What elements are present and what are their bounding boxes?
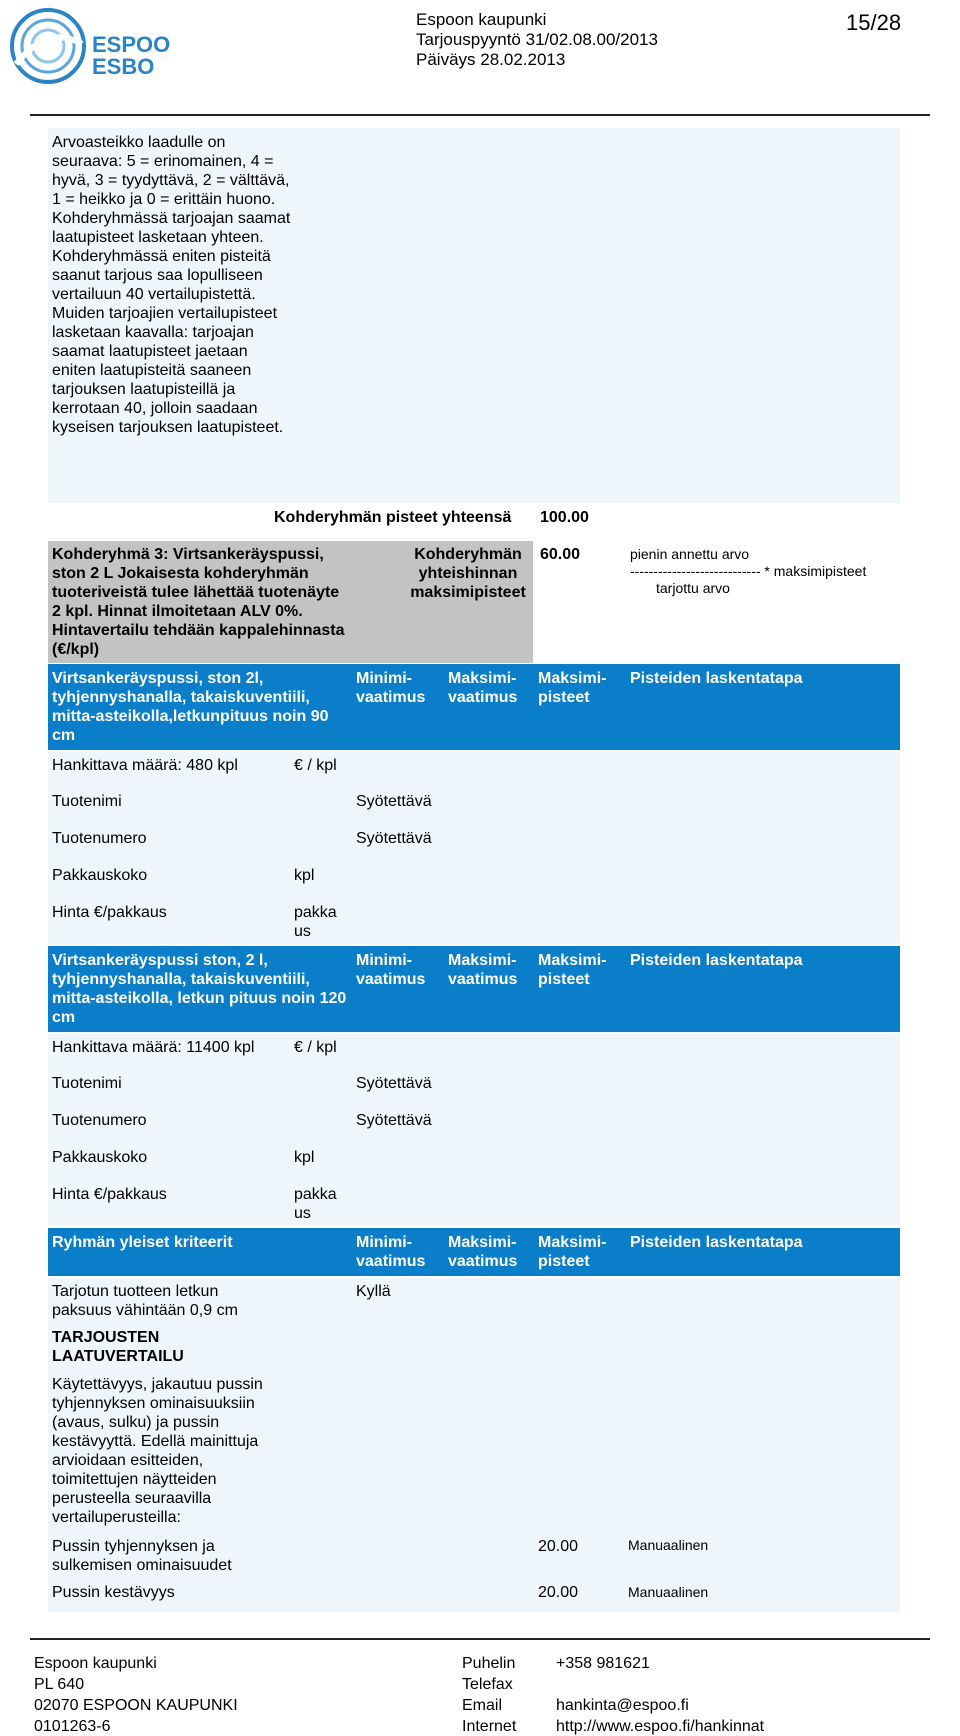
- footer-box: PL 640: [34, 1676, 85, 1693]
- product2-row-min: Syötettävä: [356, 1075, 432, 1092]
- col-calc-header: Pisteiden laskentatapa: [630, 670, 803, 687]
- product2-row-min: Syötettävä: [356, 1112, 432, 1129]
- product2-row-unit: pakka us: [294, 1186, 337, 1222]
- footer-internet-label: Internet: [462, 1718, 517, 1735]
- formula-mid: ---------------------------- * maksimipisteet: [630, 563, 867, 579]
- product1-row-label: Pakkauskoko: [52, 867, 148, 884]
- intro-text: Arvoasteikko laadulle on seuraava: 5 = erinomainen, 4 = hyvä, 3 = tyydyttävä, 2 = välttävä, 1 = heikko ja 0 = erittäin huono. Kohderyhmässä tarjoajan saamat laatupisteet lasketaan yhteen. Kohderyhmässä eniten pisteitä saanut tarjous saa lopulliseen vertailuun 40 vertailupistettä. Muiden tarjoajien vertailupisteet lasketaan kaavalla: tarjoajan saamat laatupisteet jaetaan eniten laatupisteitä saaneen tarjouksen laatupisteillä ja kerrotaan 40, jolloin saadaan kyseisen tarjouksen laatupisteet.: [52, 134, 291, 436]
- criteria-label: Pussin kestävyys: [52, 1584, 175, 1601]
- col-points-header: Maksimi-pisteet: [538, 1234, 607, 1270]
- col-min-header: Minimi-vaatimus: [356, 952, 426, 988]
- quality-title: TARJOUSTEN LAATUVERTAILU: [52, 1329, 184, 1365]
- product1-row-label: Hinta €/pakkaus: [52, 904, 167, 921]
- product2-title: Virtsankeräyspussi ston, 2 l, tyhjennyshanalla, takaiskuventiili, mitta-asteikolla, letkun pituus noin 120 cm: [52, 952, 347, 1026]
- footer-postal: 02070 ESPOON KAUPUNKI: [34, 1697, 238, 1714]
- col-calc-header: Pisteiden laskentatapa: [630, 952, 803, 969]
- footer-phone: +358 981621: [556, 1655, 650, 1672]
- col-points-header: Maksimi-pisteet: [538, 952, 607, 988]
- footer-internet-link[interactable]: http://www.espoo.fi/hankinnat: [556, 1718, 765, 1735]
- espoo-logo: [6, 4, 176, 88]
- product1-row-label: Tuotenumero: [52, 830, 147, 847]
- header-date: Päiväys 28.02.2013: [416, 50, 566, 69]
- logo-text-esbo: ESBO: [92, 54, 155, 79]
- footer-phone-label: Puhelin: [462, 1655, 516, 1672]
- product1-row-min: Syötettävä: [356, 830, 432, 847]
- group3-max-value: 60.00: [540, 546, 581, 563]
- product1-row-label: Tuotenimi: [52, 793, 122, 810]
- product1-row-unit: kpl: [294, 867, 315, 884]
- footer-email-label: Email: [462, 1697, 503, 1714]
- total-value: 100.00: [540, 509, 589, 526]
- product1-quantity: Hankittava määrä: 480 kpl: [52, 757, 238, 774]
- hose-label: Tarjotun tuotteen letkun paksuus vähintään 0,9 cm: [52, 1283, 238, 1319]
- product1-body: [48, 752, 900, 944]
- product2-row-label: Hinta €/pakkaus: [52, 1186, 167, 1203]
- formula-top: pienin annettu arvo: [630, 546, 750, 562]
- footer-org: Espoon kaupunki: [34, 1655, 157, 1672]
- header-divider: [30, 114, 930, 116]
- product1-unit: € / kpl: [294, 757, 337, 774]
- col-max-header: Maksimi-vaatimus: [448, 1234, 518, 1270]
- col-min-header: Minimi-vaatimus: [356, 1234, 426, 1270]
- page-number: 15/28: [846, 10, 902, 35]
- product2-quantity: Hankittava määrä: 11400 kpl: [52, 1039, 255, 1056]
- formula-bottom: tarjottu arvo: [656, 580, 730, 596]
- footer-id: 0101263-6: [34, 1718, 111, 1735]
- logo-text-espoo: ESPOO: [92, 32, 171, 57]
- col-max-header: Maksimi-vaatimus: [448, 670, 518, 706]
- product2-unit: € / kpl: [294, 1039, 337, 1056]
- product1-row-min: Syötettävä: [356, 793, 432, 810]
- general-title: Ryhmän yleiset kriteerit: [52, 1234, 233, 1251]
- col-calc-header: Pisteiden laskentatapa: [630, 1234, 803, 1251]
- product2-row-label: Tuotenimi: [52, 1075, 122, 1092]
- footer-divider: [30, 1638, 930, 1640]
- product2-row-label: Pakkauskoko: [52, 1149, 148, 1166]
- col-points-header: Maksimi-pisteet: [538, 670, 607, 706]
- group3-title: Kohderyhmä 3: Virtsankeräyspussi, ston 2 L Jokaisesta kohderyhmän tuoteriveistä tulee lähettää tuotenäyte 2 kpl. Hinnat ilmoitetaan ALV 0%. Hintavertailu tehdään kappalehinnasta (€/kpl): [52, 546, 345, 658]
- header-ref: Tarjouspyyntö 31/02.08.00/2013: [416, 30, 658, 49]
- total-label: Kohderyhmän pisteet yhteensä: [274, 509, 512, 526]
- criteria-method: Manuaalinen: [628, 1537, 709, 1553]
- product2-body: [48, 1034, 900, 1226]
- product2-row-unit: kpl: [294, 1149, 315, 1166]
- product1-title: Virtsankeräyspussi, ston 2l, tyhjennyshanalla, takaiskuventiili, mitta-asteikolla,letkunpituus noin 90 cm: [52, 670, 329, 744]
- col-max-header: Maksimi-vaatimus: [448, 952, 518, 988]
- criteria-method: Manuaalinen: [628, 1584, 709, 1600]
- criteria-label: Pussin tyhjennyksen ja sulkemisen ominaisuudet: [52, 1538, 232, 1574]
- group3-max-label: Kohderyhmän yhteishinnan maksimipisteet: [410, 546, 526, 601]
- criteria-points: 20.00: [538, 1584, 579, 1601]
- footer-fax-label: Telefax: [462, 1676, 513, 1693]
- footer-email-link[interactable]: hankinta@espoo.fi: [556, 1697, 689, 1714]
- product1-row-unit: pakka us: [294, 904, 337, 940]
- quality-text: Käytettävyys, jakautuu pussin tyhjennyksen ominaisuuksiin (avaus, sulku) ja pussin kestävyyttä. Edellä mainittuja arvioidaan esitteiden, toimitettujen näytteiden perusteella seuraavilla vertailuperusteilla:: [52, 1376, 263, 1526]
- header-org: Espoon kaupunki: [416, 10, 547, 29]
- product2-row-label: Tuotenumero: [52, 1112, 147, 1129]
- hose-value: Kyllä: [356, 1283, 391, 1300]
- criteria-points: 20.00: [538, 1538, 579, 1555]
- col-min-header: Minimi-vaatimus: [356, 670, 426, 706]
